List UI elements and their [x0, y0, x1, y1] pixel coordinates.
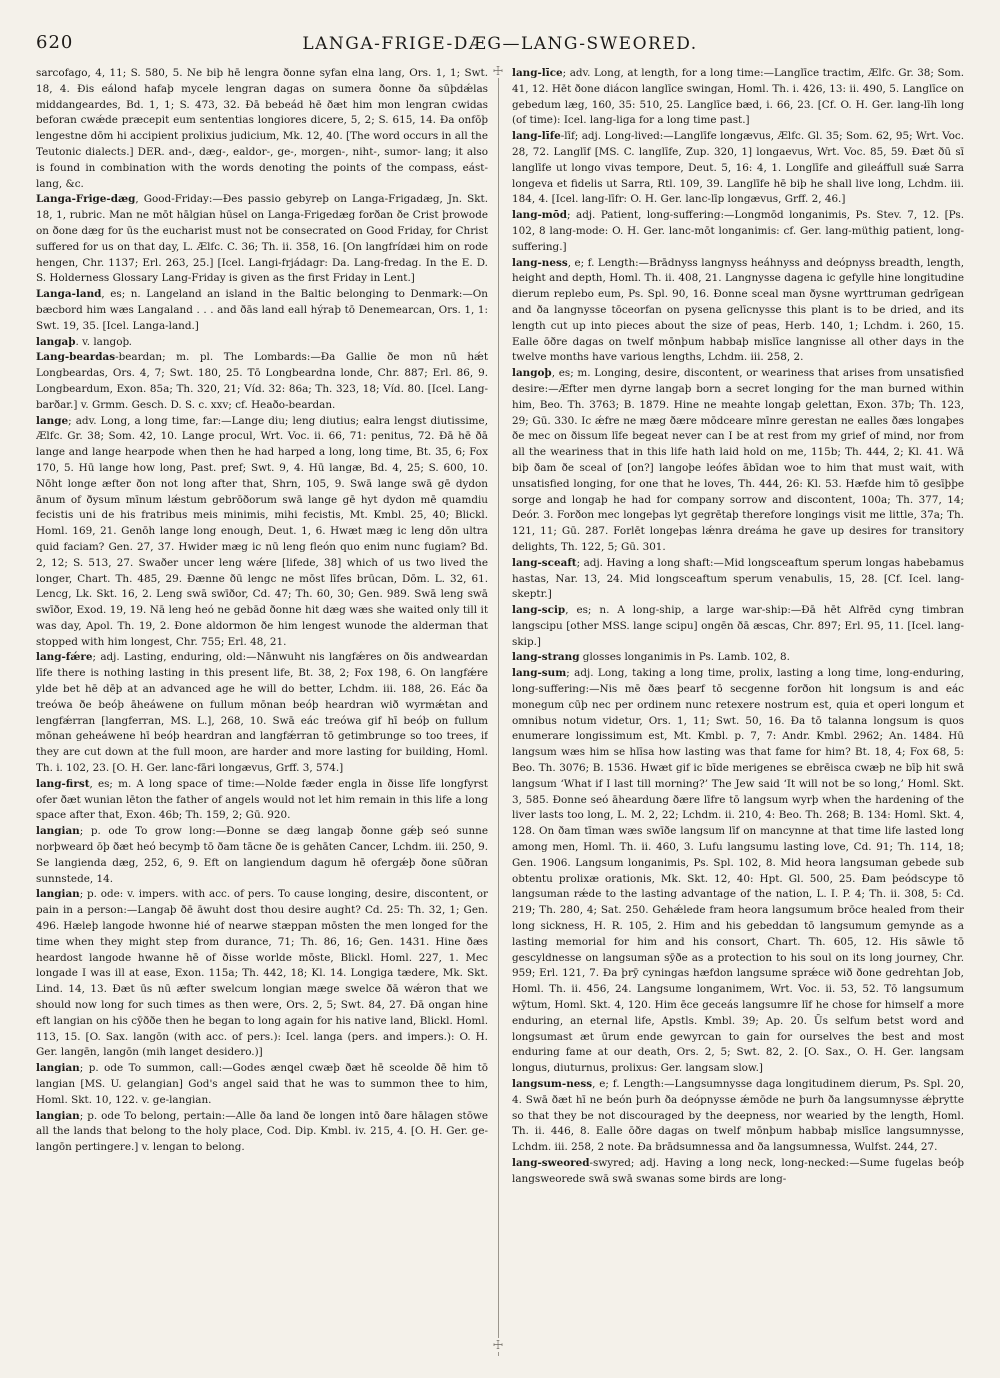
page-header	[36, 32, 964, 62]
entry-headword: lang-sceaft	[512, 556, 577, 569]
two-column-body	[36, 66, 964, 1356]
entry-definition: ; p. ode To grow long:—Ðonne se dæg langaþ ðonne gǽþ seó sunne norþweard ōþ ðæt heó becymþ tō ðam tācne ðe is gehāten Cancer, Lchdm. iii. 250, 9. Se langienda dæg, 252, 6, 9. Eft on langiendum dagum hē ofergǽþ ðone sūðran sunnstede, 14.	[36, 825, 488, 885]
entry-headword: langian	[36, 825, 80, 838]
dictionary-entry	[36, 887, 488, 1061]
dictionary-entry: langoþ, es; m. Longing, desire, discontent, or weariness that arises from unsatisfied desire:—Æfter men dyrne langaþ born a secret longing for the man burned within him, Beo. Th. 3763; B. 1879. Hine ne meahte longaþ gelettan, Exon. 37b; Th. 123, 29; Gū. 330. Ic ǽfre ne mæg ðære mōdceare mīnre gerestan ne ealles ðæs longaþes ðe mec on ðissum līfe begeat never can I be at rest from my grief of mind, nor from all the weariness that in this life hath laid hold on me, 115b; Th. 444, 2; Kl. 41. Wā biþ ðam ðe sceal of [on?] langoþe leófes ābīdan woe to him that must wait, with unsatisfied longing, for one that he loves, Th. 444, 26: Kl. 53. Hæfde him tō gesīþþe sorge and longaþ he had for company sorrow and discontent, 100a; Th. 377, 14; Deór. 3. Forðon mec longeþas lyt gegrētaþ therefore longings visit me little, 37a; Th. 121, 11; Gū. 287. Forlēt longeþas lǽnra dreáma he gave up desires for transitory delights, Th. 122, 5; Gū. 301.	[512, 367, 964, 553]
entry-headword: langian	[36, 1109, 80, 1122]
entry-headword: langsum-ness	[512, 1078, 593, 1090]
dictionary-entry	[36, 824, 488, 887]
dictionary-entry	[512, 556, 964, 603]
entry-definition: ; adj. Long, taking a long time, prolix, lasting a long time, long-enduring, long-suffering:—Nis mē ðæs þearf tō secgenne forðon hit longsum is and eác monegum cūþ nec per ordinem nunc retexere nostrum est, quia et operi longum et omnibus notum videtur, Ors. 1, 11; Swt. 50, 16. Ða tō talanna longsum is quos enumerare longissimum est, Mt. Kmbl. p. 7, 7: Andr. Kmbl. 2962; An. 1484. Hū langsum wæs him se hlīsa how lasting was that fame for him? Bt. 18, 4; Fox 68, 5: Beo. Th. 3076; B. 1536. Hwæt gif ic bīde merigenes se ebrēisca cwæþ ne bīþ hit swā langsum ‘What if I last till morning?’ The Jew said ‘It will not be so long,’ Homl. Skt. 3, 585. Ðonne seó āheardung ðære līfre tō langsum wyrþ when the hardening of the liver lasts too long, L. M. 2, 22; Lchdm. ii. 210, 4: Beo. Th. 268; B. 134: Homl. Skt. 4, 128. On ðam tīman wæs swīðe langsum līf on mancynne at that time life lasted long among men, Homl. Th. ii. 460, 3. Lufu langsumu lasting love, Cd. 91; Th. 114, 18; Gen. 1906. Langsum longanimis, Ps. Spl. 102, 8. Mid heora langsuman gebede sub obtentu prolixæ orationis, Mk. Skt. 12, 40: Hpt. Gl. 500, 25. Ðam þeódscype tō langsuman rǽde to the lasting advantage of the nation, L. I. P. 4; Th. ii. 308, 5: Cd. 219; Th. 280, 4; Sat. 250. Gehǽlede fram heora langsumum brōce healed from their long sickness, H. R. 105, 2. Him and his gebeddan tō langsumum gemynde as a lasting memorial for him and his consort, Chart. Th. 605, 12. His sāwle tō gescyldnesse on langsuman sȳðe as a protection to his soul on its long journey, Chr. 959; Erl. 121, 7. Ða þrȳ cyningas hæfdon langsume sprǽce wið ðone gedrehtan Job, Homl. Th. ii. 456, 24. Langsume longanimem, Wrt. Voc. ii. 53, 52. Tō langsumum wȳtum, Homl. Skt. 4, 120. Him ēce geceás langsumre līf he chose for himself a more enduring, an eternal life, Apstls. Kmbl. 39; Ap. 20. Ūs selfum betst word and longsumast æt ūrum ende gewyrcan to gain for ourselves the best and most enduring fame at our death, Ors. 2, 5; Swt. 82, 2. [O. Sax., O. H. Ger. langsam longus, diuturnus, prolixus: Ger. langsam slow.]	[512, 667, 964, 1075]
entry-headword: langoþ	[512, 367, 552, 380]
entry-definition: es; m. A long space of time:—Nolde fæder engla in ðisse līfe longfyrst ofer ðæt wunian lēton the father of angels would not let him remain in this life a long space after that, Exon. 46b; Th. 159, 2; Gū. 920.	[36, 777, 488, 822]
dictionary-entry: lang-scip, es; n. A long-ship, a large war-ship:—Ðā hēt Alfrēd cyng timbran langscipu [other MSS. lange scipu] ongēn ðā æscas, Chr. 897; Erl. 95, 11. [Icel. lang-skip.]	[512, 604, 964, 648]
dictionary-entry	[512, 650, 964, 666]
dictionary-entry	[36, 1109, 488, 1156]
entry-definition: -līf; adj. Long-lived:—Langlīfe longævus, Ælfc. Gl. 35; Som. 62, 95; Wrt. Voc. 28, 72. Langlīf [MS. C. langlīfe, Zup. 320, 1] longaevus, Wrt. Voc. 85, 59. Ðæt ðū sī langlīfe ut longo vivas tempore, Deut. 5, 16: 4, 1. Longlīfe and gileáffull suǽ Sarra longeva et fidelis ut Sarra, Rtl. 109, 39. Langlīfe hē biþ he shall live long, Lchdm. iii. 184, 4. [Icel. lang-līfr: O. H. Ger. lanc-līp longævus, Grff. 2, 46.]	[512, 130, 964, 206]
entry-definition: ; p. ode: v. impers. with acc. of pers. To cause longing, desire, discontent, or pain in a person:—Langaþ ðē āwuht dost thou desire aught? Cd. 25: Th. 32, 1; Gen. 496. Hæleþ langode hwonne hié of nearwe stæppan mōsten the men longed for the time when they might step from durance, 71; Th. 86, 16; Gen. 1431. Hine ðæs heardost langode hwanne hē of ðisse worlde mōste, Blickl. Homl. 227, 1. Mec longade I was ill at ease, Exon. 115a; Th. 442, 18; Kl. 14. Longiga tædere, Mk. Skt. Lind. 14, 13. Ðæt ūs nū æfter swelcum longian mæge swelce ðā wǽron that we should now long for such times as then were, Ors. 2, 5; Swt. 84, 27. Ðā ongan hine eft langian on his cȳððe then he began to long again for his native land, Blickl. Homl. 113, 15. [O. Sax. langōn (with acc. of pers.): Icel. langa (pers. and impers.): O. H. Ger. langēn, langōn (mih langet desidero.)]	[36, 888, 488, 1059]
entry-definition: -beardan; m. pl. The Lombards:—Ða Gallie ðe mon nū hǽt Longbeardas, Ors. 4, 7; Swt. 180, 25. Tō Longbeardna londe, Chr. 887; Erl. 86, 9. Longbeardum, Exon. 85a; Th. 320, 21; Víd. 32: 86a; Th. 323, 18; Víd. 80. [Icel. Lang-barðar.] v. Grmm. Gesch. D. S. c. xxv; cf. Heaðo-beardan.	[36, 351, 488, 411]
entry-definition: ; adv. Long, a long time, far:—Lange diu; leng diutius; ealra lengst diutissime, Ælfc. Gr. 38; Som. 42, 10. Lange procul, Wrt. Voc. ii. 66, 71: penitus, 72. Ðā hē ðā lange and lange hearpode when then he had harped a long, long time, Bt. 35, 6; Fox 170, 5. Hū lange how long, Past. pref; Swt. 9, 4. Hū langæ, Bd. 4, 25; S. 600, 10. Nōht longe æfter ðon not long after that, Shrn, 105, 9. Swā lange swā gē dydon ānum of ðysum mīnum lǽstum gebrōðorum swā lange gē hyt dydon mē quamdiu fecistis uni de his fratribus meis minimis, mihi fecistis, Mt. Kmbl. 25, 40; Blickl. Homl. 169, 21. Genōh lange long enough, Deut. 1, 6. Hwæt mæg ic leng dōn ultra quid faciam? Gen. 27, 37. Hwider mæg ic nū leng fleón quo enim nunc fugiam? Bd. 2, 12; S. 513, 27. Swaðer uncer leng wǽre [lifede, 38] which of us two lived the longer, Chart. Th. 485, 29. Ðænne ðū lengc ne mōst līfes brūcan, Dōm. L. 32, 61. Lencg, Lk. Skt. 16, 2. Leng swā swīðor, Cd. 47; Th. 60, 30; Gen. 989. Swā leng swā swīðor, Exod. 19, 19. Nā leng heó ne gebād ðonne hit dæg wæs she waited only till it was day, Apol. Th. 19, 2. Ðone aldormon ðe him lengest wunode the alderman that stopped with him longest, Chr. 755; Erl. 48, 21.	[36, 414, 488, 648]
dictionary-entry	[512, 129, 964, 208]
dictionary-entry: Langa-land, es; n. Langeland an island in the Baltic belonging to Denmark:—On bæcbord him wæs Langaland . . . and ðās land eall hýraþ tō Denemearcan, Ors. 1, 1: Swt. 19, 35. [Icel. Langa-land.]	[36, 288, 488, 332]
entry-headword: lang-sum	[512, 667, 567, 680]
entry-definition: ; p. ode To belong, pertain:—Alle ða land ðe longen intō ðare hālagen stōwe all the lands that belong to the holy place, Cod. Dip. Kmbl. iv. 215, 4. [O. H. Ger. ge-langōn pertingere.] v. lengan to belong.	[36, 1109, 488, 1154]
dictionary-entry	[512, 666, 964, 1077]
entry-definition: ; adj. Having a long shaft:—Mid longsceaftum sperum longas habebamus hastas, Nar. 13, 24. Mid longsceaftum sperum venabulis, 15, 28. [Cf. Icel. lang-skeptr.]	[512, 556, 964, 601]
rule-cross-top-icon: ☩	[492, 64, 504, 78]
dictionary-entry: lang-first, es; m. A long space of time:—Nolde fæder engla in ðisse līfe longfyrst ofer ðæt wunian lēton the father of angels would not let him remain in this life a long space after that, Exon. 46b; Th. 159, 2; Gū. 920.	[36, 777, 488, 822]
dictionary-entry	[36, 414, 488, 651]
column-rule	[498, 66, 499, 1356]
entry-headword: Lang-beardas	[36, 351, 116, 364]
running-head: LANGA-FRIGE-DÆG—LANG-SWEORED.	[302, 34, 698, 54]
entry-headword: langian	[36, 888, 80, 901]
entry-headword: lang-līfe	[512, 130, 561, 143]
right-column	[512, 66, 964, 1356]
entry-headword: langaþ	[36, 335, 76, 348]
entry-definition: es; m. Longing, desire, discontent, or weariness that arises from unsatisfied desire:—Æfter men dyrne langaþ born a secret longing for the man burned within him, Beo. Th. 3763; B. 1879. Hine ne meahte longaþ gelettan, Exon. 37b; Th. 123, 29; Gū. 330. Ic ǽfre ne mæg ðære mōdceare mīnre gerestan ne ealles ðæs longaþes ðe mec on ðissum līfe begeat never can I be at rest from my grief of mind, nor from all the weariness that in this life hath laid hold on me, 115b; Th. 444, 2; Kl. 41. Wā biþ ðam ðe sceal of [on?] langoþe leófes ābīdan woe to him that must wait, with unsatisfied longing, for one that he loves, Th. 444, 26: Kl. 53. Hæfde him tō gesīþþe sorge and longaþ he had for company sorrow and discontent, 100a; Th. 377, 14; Deór. 3. Forðon mec longeþas lyt gegrētaþ therefore longings visit me little, 37a; Th. 121, 11; Gū. 287. Forlēt longeþas lǽnra dreáma he gave up desires for transitory delights, Th. 122, 5; Gū. 301.	[512, 367, 964, 553]
left-column	[36, 66, 488, 1356]
entry-definition: glosses longanimis in Ps. Lamb. 102, 8.	[579, 651, 790, 664]
entry-definition: -swyred; adj. Having a long neck, long-necked:—Sume fugelas beóþ langsweorede swā swā swanas some birds are long-	[512, 1156, 964, 1185]
entry-definition: es; n. A long-ship, a large war-ship:—Ðā hēt Alfrēd cyng timbran langscipu [other MSS. lange scipu] ongēn ðā æscas, Chr. 897; Erl. 95, 11. [Icel. lang-skip.]	[512, 604, 964, 648]
page-number: 620	[36, 32, 74, 53]
dictionary-entry	[36, 335, 488, 351]
entry-definition: ; p. ode To summon, call:—Godes ænꝗel cwæþ ðæt hē sceolde ðē him tō langian [MS. U. gelangian] God's angel said that he was to summon thee to him, Homl. Skt. 10, 122. v. ge-langian.	[36, 1062, 488, 1106]
entry-definition: Good-Friday:—Ðes passio gebyreþ on Langa-Frigadæg, Jn. Skt. 18, 1, rubric. Man ne mōt hālgian hūsel on Langa-Frigedæg forðan ðe Crist þrowode on ðone dæg for ūs the eucharist must not be consecrated on Good Friday, for Christ suffered for us on that day, L. Ælfc. C. 36; Th. ii. 358, 16. [On langfrídæi him on rode hengen, Chr. 1137; Erl. 263, 25.] [Icel. Langi-frjádagr: Da. Lang-fredag. In the E. D. S. Holderness Glossary Lang-Friday is given as the first Friday in Lent.]	[36, 193, 488, 285]
entry-headword: lang-sweored	[512, 1156, 590, 1169]
rule-cross-bottom-icon: ☩	[492, 1338, 504, 1352]
entry-definition: . v. langoþ.	[75, 335, 132, 348]
dictionary-entry	[512, 1156, 964, 1188]
dictionary-entry: lang-ness, e; f. Length:—Brādnyss langnyss heáhnyss and deópnyss breadth, length, height and depth, Homl. Th. ii. 408, 21. Langnysse dagena ic gefylle hine longitudine dierum replebo eum, Ps. Spl. 90, 16. Ðonne sceal man ðysne wyrttruman gedrīgean and ða langnysse tōceorfan on pysena gelīcnysse this plant is to be dried, and its length cut up into pieces about the size of peas, Herb. 140, 1; Lchdm. i. 260, 15. Ealle ōðre dagas on twelf mōnþum habbaþ mislīce langnisse all other days in the twelve months have various lengths, Lchdm. iii. 258, 2.	[512, 256, 964, 364]
entry-headword: lang-first	[36, 777, 90, 790]
dictionary-entry	[36, 66, 488, 192]
dictionary-entry: langsum-ness, e; f. Length:—Langsumnysse daga longitudinem dierum, Ps. Spl. 20, 4. Swā ðæt hī ne beón þurh ða deópnysse ǽmōde ne þurh ða langsumnysse ǽþrytte so that they be not discouraged by the deepness, nor wearied by the length, Homl. Th. ii. 446, 8. Ealle ōðre dagas on twelf mōnþum habbaþ mislīce langsumnysse, Lchdm. iii. 258, 2 note. Ða brādsumnessa and ða langsumnessa, Wulfst. 244, 27.	[512, 1078, 964, 1154]
entry-definition: ; adj. Patient, long-suffering:—Longmōd longanimis, Ps. Stev. 7, 12. [Ps. 102, 8 lang-mode: O. H. Ger. lanc-mōt longanimis: cf. Ger. lang-müthig patient, long-suffering.]	[512, 209, 964, 253]
dictionary-entry	[512, 66, 964, 129]
entry-definition: es; n. Langeland an island in the Baltic belonging to Denmark:—On bæcbord him wæs Langaland . . . and ðās land eall hýraþ tō Denemearcan, Ors. 1, 1: Swt. 19, 35. [Icel. Langa-land.]	[36, 288, 488, 332]
entry-definition: ; adj. Lasting, enduring, old:—Nānwuht nis langfǽres on ðis andweardan līfe there is nothing lasting in this present life, Bt. 38, 2; Fox 198, 6. On langfǽre ylde bet hē dēþ at an advanced age he will do better, Lchdm. iii. 188, 26. Eác ða treówa ðe beóþ āheáwene on fullum mōnan beóþ heardran wið wyrmǽtan and lengfǽrran [langferran, MS. L.], 268, 10. Swā eác treówa gif hī beóþ on fullum mōnan geheáwene hī beóþ heardran and langfǽrran tō getimbrunge so too trees, if they are cut down at the full moon, are harder and more lasting for building, Homl. Th. i. 102, 23. [O. H. Ger. lanc-fāri longævus, Grff. 3, 574.]	[36, 651, 488, 775]
entry-headword: lang-līce	[512, 67, 563, 79]
entry-headword: lang-scip	[512, 604, 566, 617]
entry-headword: lang-mōd	[512, 209, 568, 222]
entry-definition: e; f. Length:—Brādnyss langnyss heáhnyss and deópnyss breadth, length, height and depth, Homl. Th. ii. 408, 21. Langnysse dagena ic gefylle hine longitudine dierum replebo eum, Ps. Spl. 90, 16. Ðonne sceal man ðysne wyrttruman gedrīgean and ða langnysse tōceorfan on pysena gelīcnysse this plant is to be dried, and its length cut up into pieces about the size of peas, Herb. 140, 1; Lchdm. i. 260, 15. Ealle ōðre dagas on twelf mōnþum habbaþ mislīce langnisse all other days in the twelve months have various lengths, Lchdm. iii. 258, 2.	[512, 256, 964, 364]
entry-definition: sarcofago, 4, 11; S. 580, 5. Ne biþ hē lengra ðonne syfan elna lang, Ors. 1, 1; Swt. 18, 4. Ðis eálond hafaþ mycele lengran dagas on sumera ðonne ða sūþdǽlas middangeardes, Bd. 1, 1; S. 473, 32. Ðā bebeád hē ðæt him mon lengran cwidas beforan cwǽde præcepit eum sententias longiores dicere, 5, 2; S. 615, 14. Ða onfōþ lengestne dōm hi accipient prolixius judicium, Mk. 12, 40. [The word occurs in all the Teutonic dialects.] DER. and-, dæg-, ealdor-, ge-, morgen-, niht-, sumor- lang; it also is found in combination with the words denoting the points of the compass, eást-lang, &c.	[36, 67, 488, 190]
entry-headword: lang-ness	[512, 256, 568, 269]
dictionary-entry	[512, 208, 964, 255]
dictionary-entry	[36, 350, 488, 413]
dictionary-entry	[36, 1061, 488, 1108]
entry-headword: Langa-land	[36, 288, 102, 301]
entry-definition: e; f. Length:—Langsumnysse daga longitudinem dierum, Ps. Spl. 20, 4. Swā ðæt hī ne beón þurh ða deópnysse ǽmōde ne þurh ða langsumnysse ǽþrytte so that they be not discouraged by the deepness, nor wearied by the length, Homl. Th. ii. 446, 8. Ealle ōðre dagas on twelf mōnþum habbaþ mislīce langsumnysse, Lchdm. iii. 258, 2 note. Ða brādsumnessa and ða langsumnessa, Wulfst. 244, 27.	[512, 1078, 964, 1154]
entry-headword: lang-fǽre	[36, 651, 93, 664]
entry-headword: lang-strang	[512, 651, 580, 664]
dictionary-entry	[36, 650, 488, 776]
entry-headword: Langa-Frige-dæg	[36, 193, 136, 206]
entry-headword: langian	[36, 1062, 80, 1075]
entry-definition: ; adv. Long, at length, for a long time:—Langlīce tractim, Ælfc. Gr. 38; Som. 41, 12. Hēt ðone diácon langlīce swingan, Homl. Th. i. 426, 13: ii. 490, 5. Langlīce on gebedum læg, 160, 35: 510, 25. Langlīce bæd, i. 66, 23. [Cf. O. H. Ger. lang-līh long (of time): Icel. lang-liga for a long time past.]	[512, 67, 964, 127]
entry-headword: lange	[36, 414, 69, 427]
dictionary-entry: Langa-Frige-dæg, Good-Friday:—Ðes passio gebyreþ on Langa-Frigadæg, Jn. Skt. 18, 1, rubric. Man ne mōt hālgian hūsel on Langa-Frigedæg forðan ðe Crist þrowode on ðone dæg for ūs the eucharist must not be consecrated on Good Friday, for Christ suffered for us on that day, L. Ælfc. C. 36; Th. ii. 358, 16. [On langfrídæi him on rode hengen, Chr. 1137; Erl. 263, 25.] [Icel. Langi-frjádagr: Da. Lang-fredag. In the E. D. S. Holderness Glossary Lang-Friday is given as the first Friday in Lent.]	[36, 193, 488, 285]
